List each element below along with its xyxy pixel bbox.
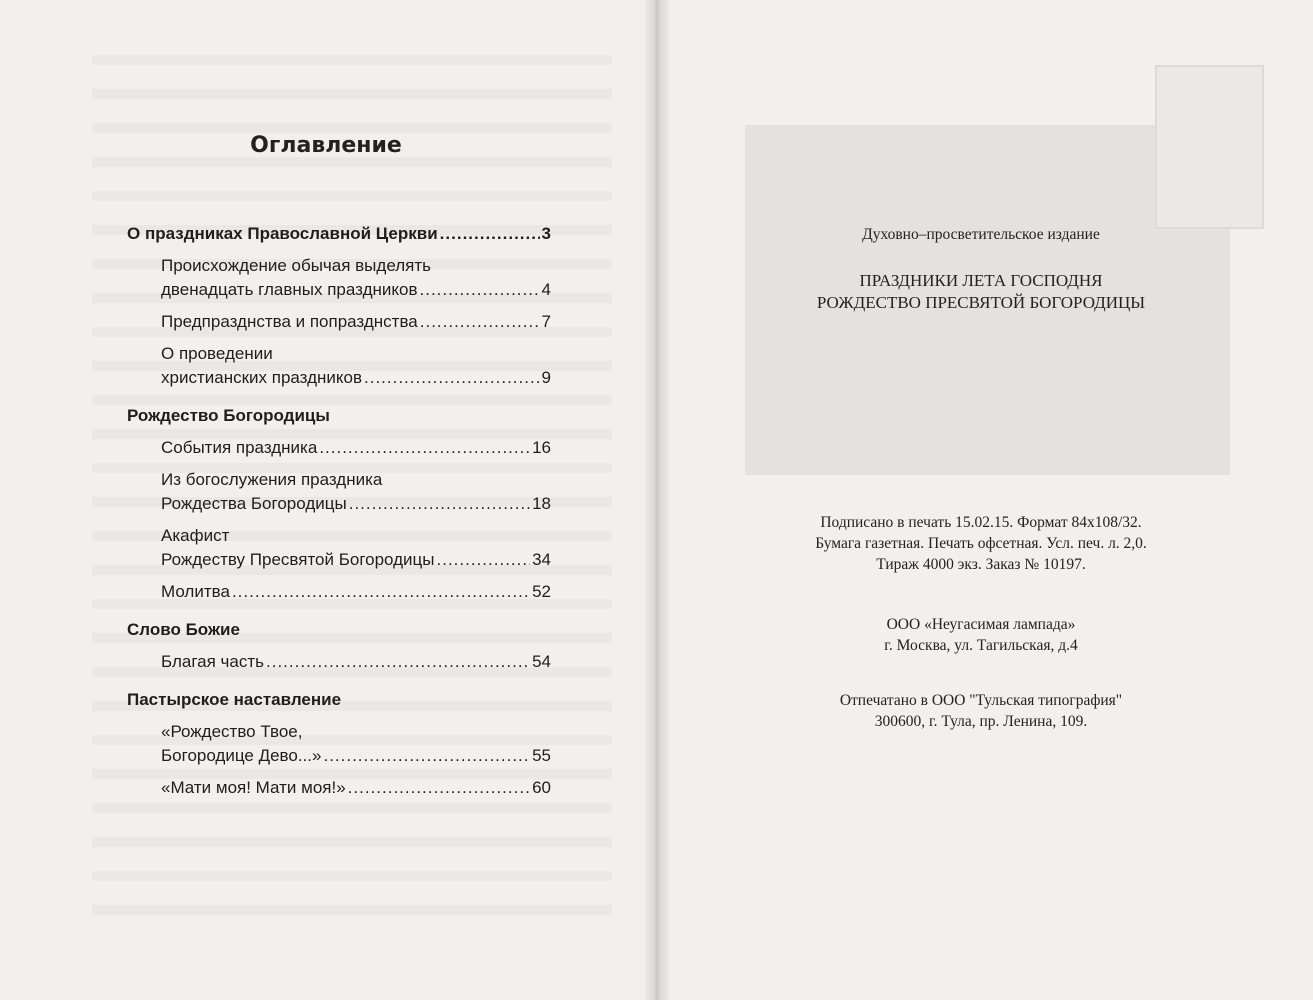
edition-type: Духовно–просветительское издание (862, 226, 1100, 243)
publisher (661, 614, 1301, 656)
toc-page-number: 55 (532, 746, 551, 765)
publisher-line: ООО «Неугасимая лампада» (886, 616, 1076, 633)
toc-entry (161, 650, 551, 674)
book-title-line: ПРАЗДНИКИ ЛЕТА ГОСПОДНЯ (859, 271, 1103, 290)
toc-section-heading (127, 618, 551, 642)
toc-entry (161, 524, 551, 572)
toc-page-number: 4 (541, 280, 551, 299)
toc-entry-text: События праздника (161, 438, 318, 457)
toc-page-number: 18 (532, 494, 551, 513)
toc-entry-text: Богородице Дево...» (161, 746, 322, 765)
printer-line: 300600, г. Тула, пр. Ленина, 109. (874, 713, 1088, 730)
print-detail-line: Подписано в печать 15.02.15. Формат 84х108/32. (820, 514, 1142, 531)
toc-entry-text: Происхождение обычая выделять (161, 256, 431, 275)
toc-section-title: Пастырское наставление (127, 690, 342, 709)
toc-entry (161, 310, 551, 334)
toc-leader-dots (323, 744, 530, 768)
toc-leader-dots (440, 222, 540, 246)
toc-section-heading (127, 222, 551, 246)
toc-entry-text: Из богослужения праздника (161, 470, 383, 489)
show-through-emblem (1155, 65, 1264, 229)
toc-section-heading (127, 404, 551, 428)
toc-entry-text: «Рождество Твое, (161, 722, 303, 741)
toc-section-title: О праздниках Православной Церкви (127, 224, 438, 243)
book-title (661, 270, 1301, 314)
toc-section-title: Рождество Богородицы (127, 406, 330, 425)
table-of-contents (127, 222, 551, 800)
toc-entry (161, 720, 551, 768)
toc-entry-text: Рождеству Пресвятой Богородицы (161, 550, 435, 569)
toc-entry-text: О проведении (161, 344, 273, 363)
toc-page-number: 16 (532, 438, 551, 457)
toc-leader-dots (349, 492, 530, 516)
toc-page-number: 9 (541, 368, 551, 387)
toc-entry (161, 580, 551, 604)
printer (661, 690, 1301, 732)
toc-entry-text: Благая часть (161, 652, 265, 671)
toc-entry-text: Предпразднства и попразднства (161, 312, 418, 331)
print-details (661, 512, 1301, 575)
toc-leader-dots (348, 776, 530, 800)
printer-line: Отпечатано в ООО "Тульская типография" (839, 692, 1123, 709)
toc-entry-text: Молитва (161, 582, 230, 601)
toc-entry (161, 468, 551, 516)
toc-page-number: 60 (532, 778, 551, 797)
toc-entry (161, 436, 551, 460)
print-detail-line: Тираж 4000 экз. Заказ № 10197. (876, 556, 1086, 573)
book-title-line: РОЖДЕСТВО ПРЕСВЯТОЙ БОГОРОДИЦЫ (816, 293, 1146, 312)
toc-page-number: 3 (541, 224, 551, 243)
toc-leader-dots (420, 310, 540, 334)
toc-page-number: 54 (532, 652, 551, 671)
toc-leader-dots (364, 366, 540, 390)
toc-entry-text: «Мати моя! Мати моя!» (161, 778, 346, 797)
publisher-line: г. Москва, ул. Тагильская, д.4 (884, 637, 1078, 654)
toc-section-title: Слово Божие (127, 620, 240, 639)
toc-entry (161, 254, 551, 302)
print-detail-line: Бумага газетная. Печать офсетная. Усл. печ. л. 2,0. (815, 535, 1147, 552)
toc-section-heading (127, 688, 551, 712)
toc-leader-dots (437, 548, 531, 572)
toc-leader-dots (420, 278, 540, 302)
toc-page-number: 52 (532, 582, 551, 601)
toc-entry-text: христианских праздников (161, 368, 362, 387)
toc-entry-text: Акафист (161, 526, 230, 545)
toc-entry-text: Рождества Богородицы (161, 494, 347, 513)
toc-leader-dots (319, 436, 530, 460)
toc-leader-dots (266, 650, 530, 674)
toc-entry (161, 342, 551, 390)
toc-page-number: 7 (541, 312, 551, 331)
toc-entry (161, 776, 551, 800)
toc-leader-dots (232, 580, 530, 604)
toc-entry-text: двенадцать главных праздников (161, 280, 418, 299)
toc-title: Оглавление (250, 133, 402, 158)
toc-page-number: 34 (532, 550, 551, 569)
